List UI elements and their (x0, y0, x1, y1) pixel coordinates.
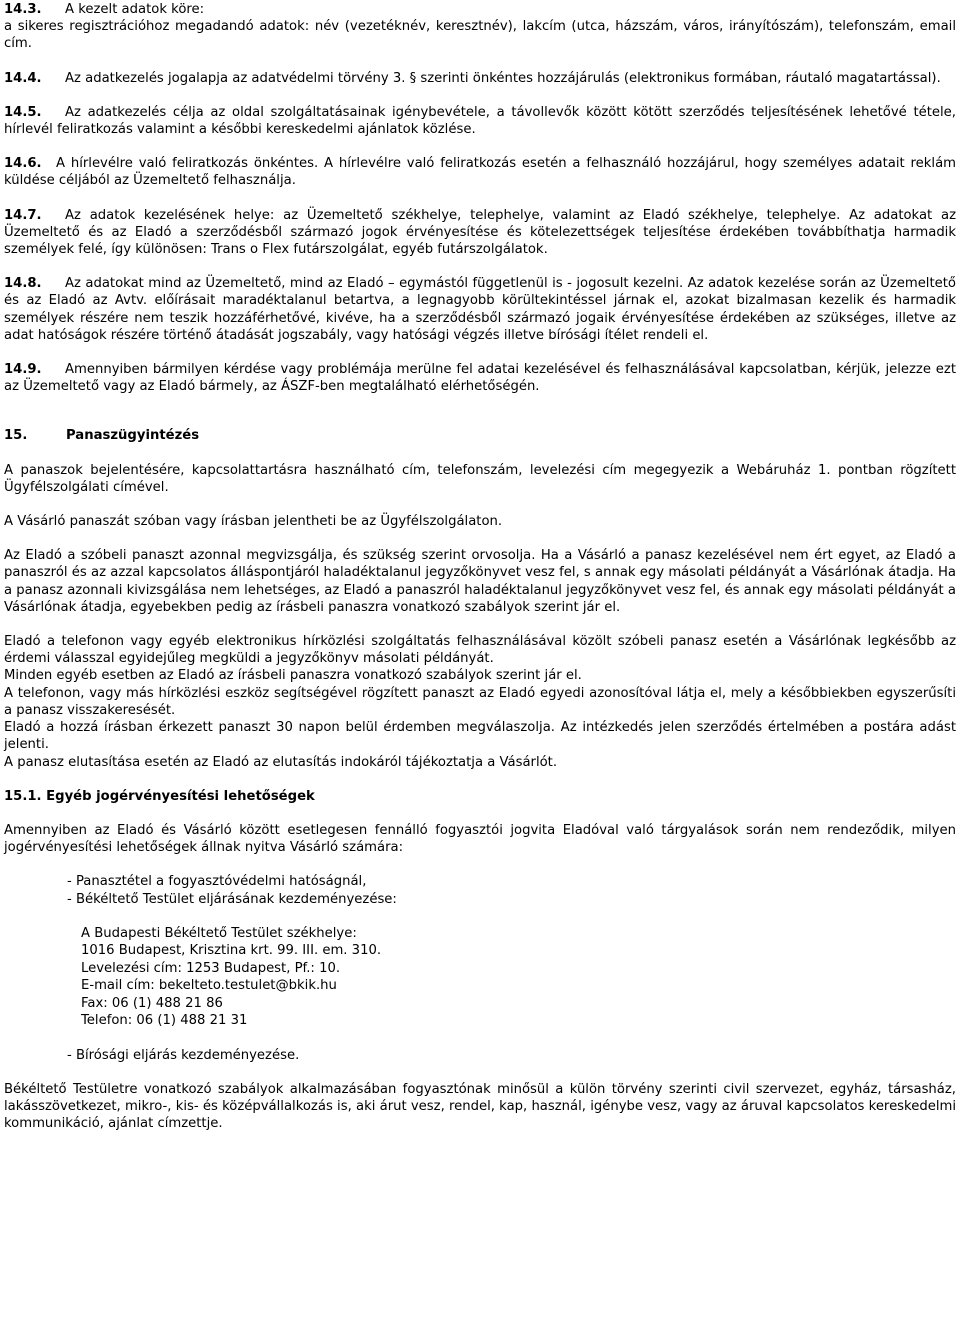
section-number: 14.7. (4, 207, 42, 223)
section-number: 14.4. (4, 70, 42, 86)
paragraph (4, 70, 956, 87)
paragraph: Eladó a hozzá írásban érkezett panaszt 30 napon belül érdemben megválaszolja. Az intézkedés jelen szerződés értelmében a postára adást jelenti. (4, 720, 956, 753)
paragraph: Amennyiben az Eladó és Vásárló között esetlegesen fennálló fogyasztói jogvita Eladóval való tárgyalások során nem rendeződik, milyen jogérvényesítési lehetőségek állnak nyitva Vásárló számára: (4, 822, 956, 856)
section-14-4 (4, 70, 956, 87)
address-line: Telefon: 06 (1) 488 21 31 (81, 1013, 248, 1029)
paragraph: A panasz elutasítása esetén az Eladó az elutasítás indokáról tájékoztatja a Vásárlót. (4, 754, 558, 770)
paragraph: Békéltető Testületre vonatkozó szabályok alkalmazásában fogyasztónak minősül a külön törvény szerinti civil szervezet, egyház, társasház, lakásszövetkezet, mikro-, kis- és középvállalkozás is, aki árut vesz, rendel, kap, használ, igénybe vesz, vagy az áruval kapcsolatos kereskedelmi kommunikáció, ajánlat címzettje. (4, 1081, 956, 1132)
address-block (81, 925, 956, 1030)
paragraph-text: Az adatokat mind az Üzemeltető, mind az Eladó – egymástól függetlenül is - jogosult kezelni. Az adatok kezelése során az Üzemeltető és az Eladó az Avtv. előírásait maradéktalanul betartva, a legnagyobb körültekintéssel járnak el, azokat bizalmasan kezelik és harmadik személyek részére nem teszik hozzáférhetővé, kivéve, ha a szerződésből származó jogaik érvényesítése érdekében az szükséges, illetve az adat hatóságok részére történő átadását jogszabály, vagy hatósági végzés illetve bírósági ítélet rendeli el. (4, 276, 956, 343)
option-list (4, 1047, 956, 1064)
section-number: 14.5. (4, 104, 42, 120)
paragraph: Az Eladó a szóbeli panaszt azonnal megvizsgálja, és szükség szerint orvosolja. Ha a Vásárló a panasz kezelésével nem ért egyet, az Eladó a panaszról és az azzal kapcsolatos álláspontjáról haladéktalanul jegyzőkönyvet vesz fel, s annak egy másolati példányát a Vásárlónak átadja. Ha a panasz azonnali kivizsgálása nem lehetséges, az Eladó a panaszról haladéktalanul jegyzőkönyvet vesz fel, és annak egy másolati példányát a Vásárlónak átadja, egyebekben pedig az írásbeli panaszra vonatkozó szabályok szerint jár el. (4, 548, 956, 615)
section-14-3 (4, 1, 956, 53)
address-line: A Budapesti Békéltető Testület székhelye: (81, 925, 357, 941)
paragraph: A telefonon, vagy más hírközlési eszköz segítségével rögzített panaszt az Eladó egyedi azonosítóval látja el, mely a későbbiekben egyszerűsíti a panasz visszakeresését. (4, 685, 956, 718)
paragraph (4, 155, 956, 189)
section-heading (4, 427, 956, 444)
section-number: 14.3. (4, 2, 42, 17)
section-title: A kezelt adatok köre: (65, 2, 205, 17)
paragraph-text: Az adatkezelés jogalapja az adatvédelmi törvény 3. § szerinti önkéntes hozzájárulás (elektronikus formában, ráutaló magatartással). (65, 70, 941, 86)
list-item: - Bírósági eljárás kezdeményezése. (67, 1047, 300, 1063)
section-15 (4, 427, 956, 770)
section-14-6 (4, 155, 956, 189)
section-14-5 (4, 104, 956, 138)
section-heading: 15.1. Egyéb jogérvényesítési lehetőségek (4, 788, 315, 804)
paragraph-text: Az adatkezelés célja az oldal szolgáltatásainak igénybevétele, a távollevők között kötött szerződés teljesítésének lehetővé tétele, hírlevél feliratkozás valamint a későbbi kereskedelmi ajánlatok közlése. (4, 104, 956, 138)
section-heading (4, 1, 956, 18)
paragraph: a sikeres regisztrációhoz megadandó adatok: név (vezetéknév, keresztnév), lakcím (utca, házszám, város, irányítószám), telefonszám, email cím. (4, 19, 956, 52)
paragraph-text: A hírlevélre való feliratkozás önkéntes. A hírlevélre való feliratkozás esetén a felhasználó hozzájárul, hogy személyes adatait reklám küldése céljából az Üzemeltető felhasználja. (4, 156, 956, 189)
address-line: Levelezési cím: 1253 Budapest, Pf.: 10. (81, 960, 341, 976)
section-title: Panaszügyintézés (66, 428, 200, 444)
address-line: E-mail cím: bekelteto.testulet@bkik.hu (81, 978, 337, 994)
paragraph (4, 207, 956, 259)
paragraph: A Vásárló panaszát szóban vagy írásban jelentheti be az Ügyfélszolgálaton. (4, 514, 503, 530)
section-14-8 (4, 275, 956, 344)
section-number: 15. (4, 428, 28, 444)
paragraph (4, 104, 956, 138)
section-14-7 (4, 207, 956, 259)
paragraph: A panaszok bejelentésére, kapcsolattartásra használható cím, telefonszám, levelezési cím megegyezik a Webáruház 1. pontban rögzített Ügyfélszolgálati címével. (4, 462, 956, 495)
paragraph-text: Az adatok kezelésének helye: az Üzemeltető székhelye, telephelye, valamint az Eladó székhelye, telephelye. Az adatokat az Üzemeltető és az Eladó a szerződésből származó jogok érvényesítése és kötelezettségek teljesítése érdekében továbbíthatja harmadik személyek felé, így különösen: Trans o Flex futárszolgálat, egyéb futárszolgálatok. (4, 207, 956, 258)
section-number: 14.9. (4, 362, 42, 378)
section-number: 14.6. (4, 156, 42, 172)
section-15-1 (4, 788, 956, 1133)
paragraph: Minden egyéb esetben az Eladó az írásbeli panaszra vonatkozó szabályok szerint jár el. (4, 668, 582, 684)
list-item: - Békéltető Testület eljárásának kezdeményezése: (67, 891, 397, 907)
option-list (4, 873, 956, 907)
document-page (4, 0, 956, 1133)
section-14-9 (4, 361, 956, 395)
paragraph-text: Amennyiben bármilyen kérdése vagy problémája merülne fel adatai kezelésével és felhasználásával kapcsolatban, kérjük, jelezze ezt az Üzemeltető vagy az Eladó bármely, az ÁSZF-ben megtalálható elérhetőségén. (4, 362, 956, 395)
paragraph (4, 361, 956, 395)
address-line: 1016 Budapest, Krisztina krt. 99. III. em. 310. (81, 943, 382, 959)
address-line: Fax: 06 (1) 488 21 86 (81, 995, 223, 1011)
paragraph (4, 275, 956, 344)
list-item: - Panasztétel a fogyasztóvédelmi hatóságnál, (67, 874, 367, 890)
section-number: 14.8. (4, 276, 42, 292)
paragraph: Eladó a telefonon vagy egyéb elektronikus hírközlési szolgáltatás felhasználásával közölt szóbeli panasz esetén a Vásárlónak legkésőbb az érdemi válasszal egyidejűleg megküldi a jegyzőkönyv másolati példányát. (4, 634, 956, 667)
